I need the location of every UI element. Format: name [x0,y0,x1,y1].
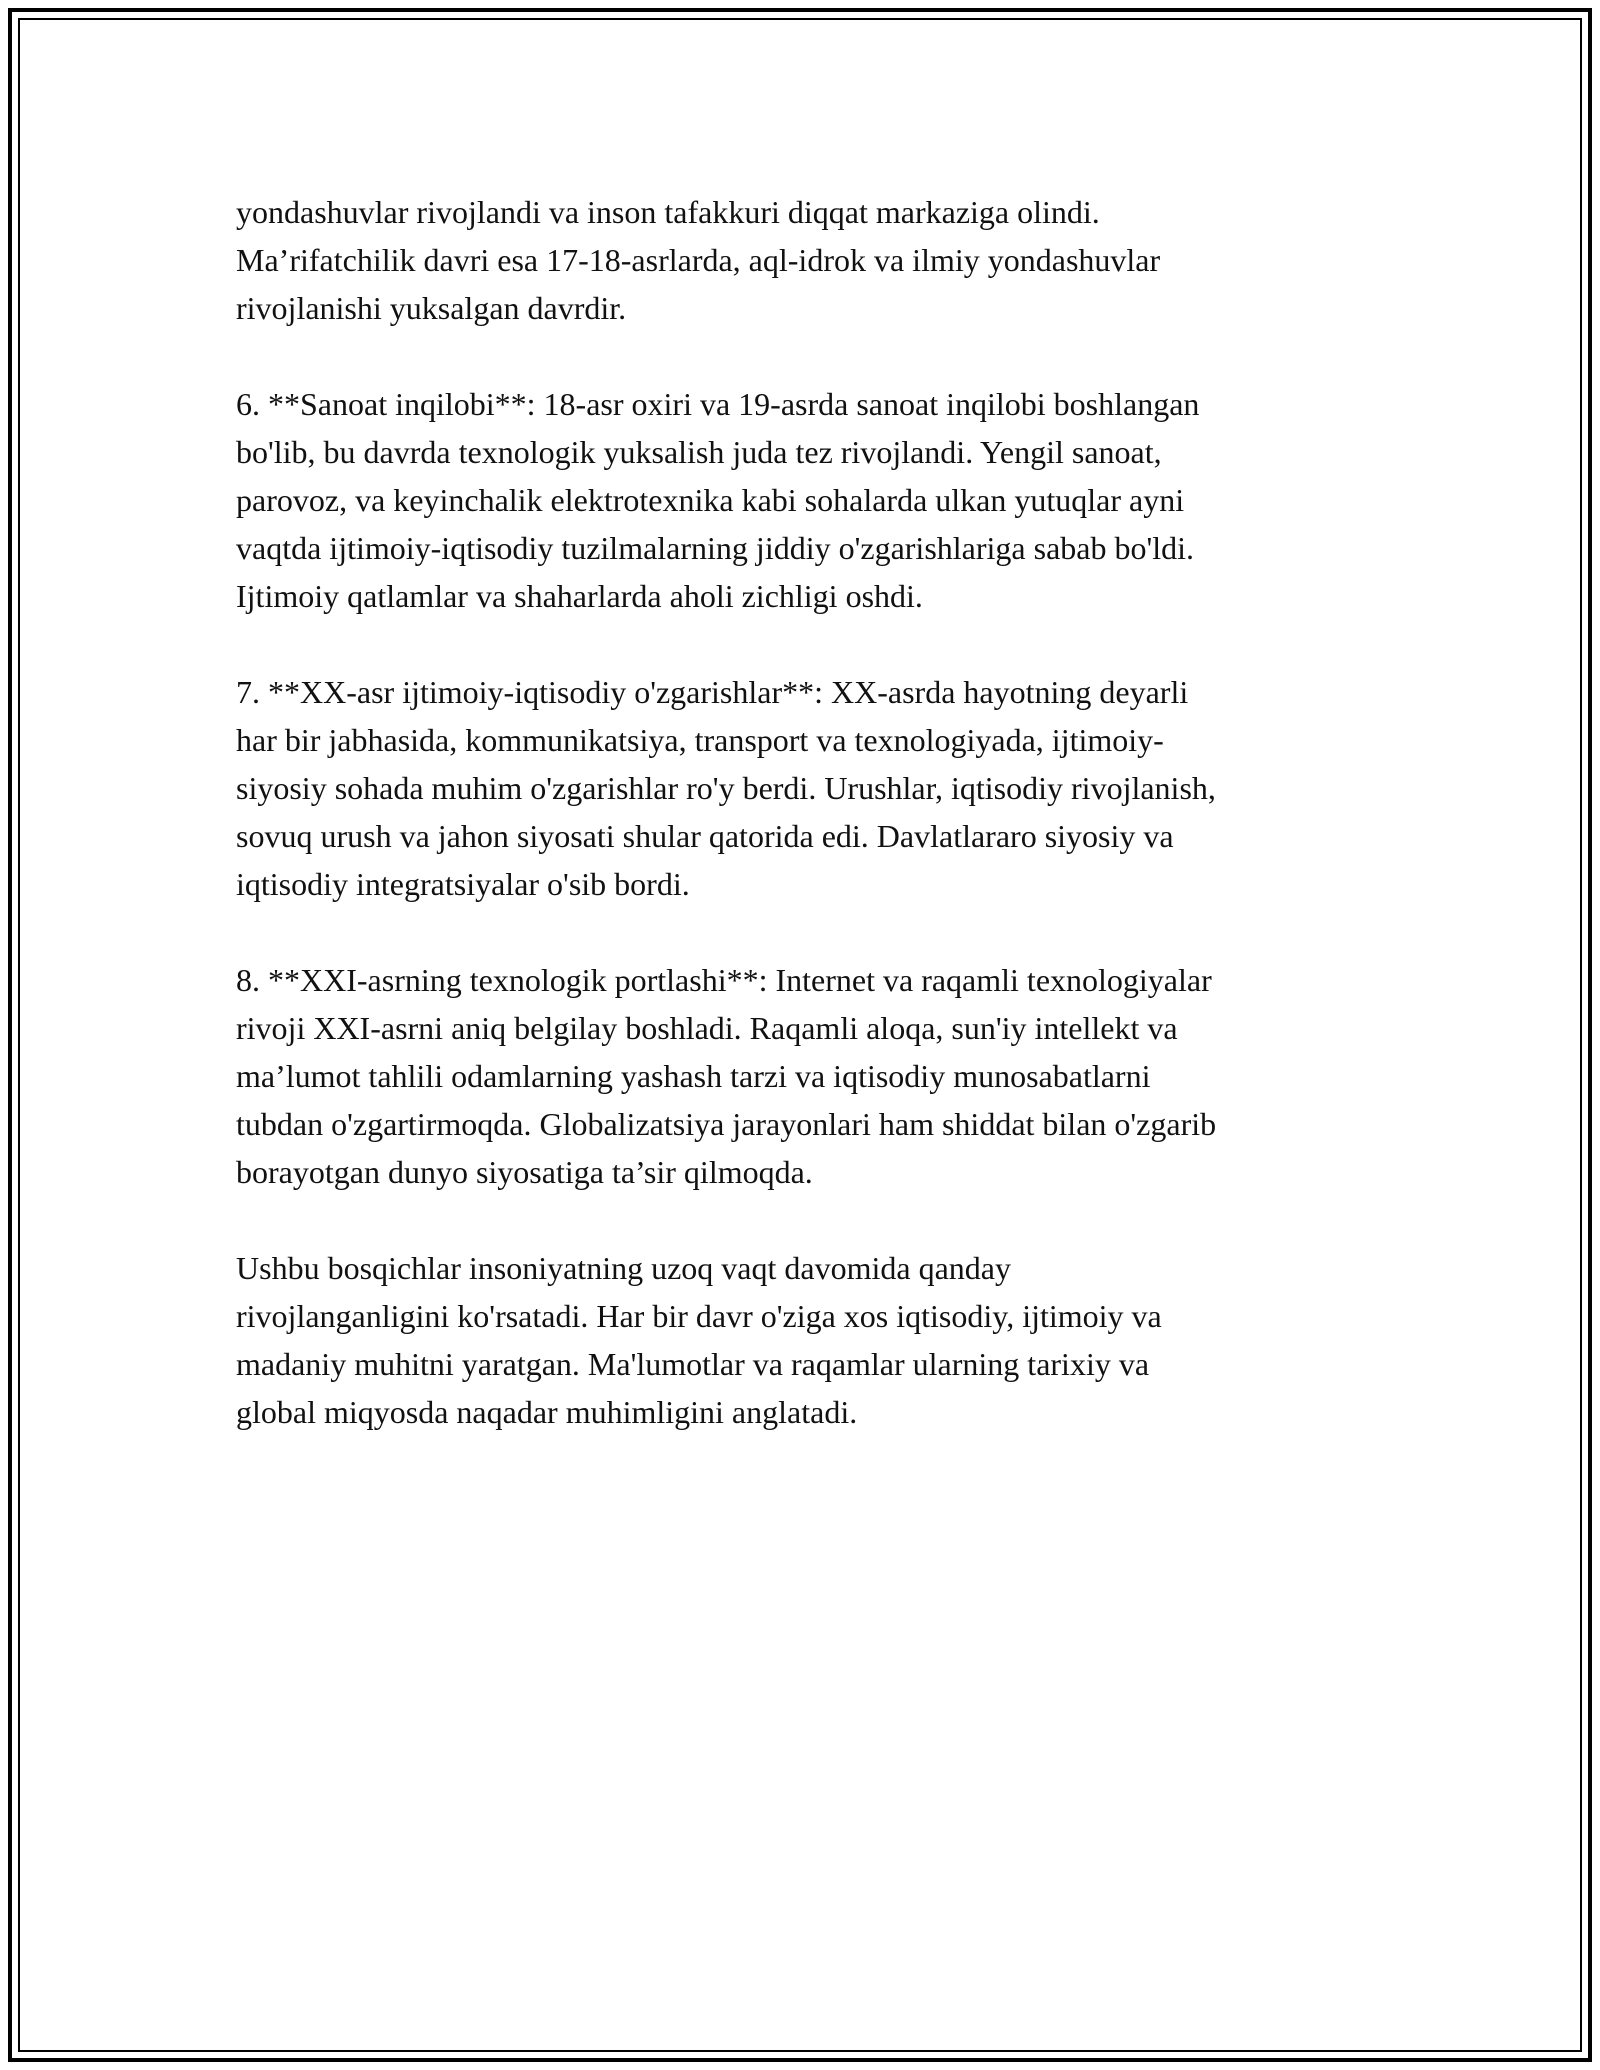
text-line: 8. **XXI-asrning texnologik portlashi**: Internet va raqamli texnologiyalar [236,962,1212,998]
text-line: Ijtimoiy qatlamlar va shaharlarda aholi zichligi oshdi. [236,578,923,614]
document-body [236,188,1376,1484]
text-line: Ma’rifatchilik davri esa 17-18-asrlarda, aql-idrok va ilmiy yondashuvlar [236,242,1161,278]
paragraph-item-6 [236,380,1376,620]
text-line: global miqyosda naqadar muhimligini anglatadi. [236,1394,858,1430]
text-line: yondashuvlar rivojlandi va inson tafakkuri diqqat markaziga olindi. [236,194,1100,230]
text-line: rivoji XXI-asrni aniq belgilay boshladi. Raqamli aloqa, sun'iy intellekt va [236,1010,1178,1046]
text-line: bo'lib, bu davrda texnologik yuksalish juda tez rivojlandi. Yengil sanoat, [236,434,1162,470]
text-line: 6. **Sanoat inqilobi**: 18-asr oxiri va 19-asrda sanoat inqilobi boshlangan [236,386,1200,422]
paragraph-item-8 [236,956,1376,1196]
text-line: ma’lumot tahlili odamlarning yashash tarzi va iqtisodiy munosabatlarni [236,1058,1151,1094]
text-line: parovoz, va keyinchalik elektrotexnika kabi sohalarda ulkan yutuqlar ayni [236,482,1185,518]
text-line: rivojlanishi yuksalgan davrdir. [236,290,627,326]
text-line: rivojlanganligini ko'rsatadi. Har bir davr o'ziga xos iqtisodiy, ijtimoiy va [236,1298,1162,1334]
text-line: vaqtda ijtimoiy-iqtisodiy tuzilmalarning jiddiy o'zgarishlariga sabab bo'ldi. [236,530,1195,566]
text-line: Ushbu bosqichlar insoniyatning uzoq vaqt davomida qanday [236,1250,1011,1286]
paragraph-item-7 [236,668,1376,908]
paragraph-intro-continuation [236,188,1376,332]
text-line: tubdan o'zgartirmoqda. Globalizatsiya jarayonlari ham shiddat bilan o'zgarib [236,1106,1217,1142]
paragraph-conclusion [236,1244,1376,1436]
text-line: madaniy muhitni yaratgan. Ma'lumotlar va raqamlar ularning tarixiy va [236,1346,1150,1382]
text-line: siyosiy sohada muhim o'zgarishlar ro'y berdi. Urushlar, iqtisodiy rivojlanish, [236,770,1216,806]
text-line: borayotgan dunyo siyosatiga ta’sir qilmoqda. [236,1154,813,1190]
text-line: 7. **XX-asr ijtimoiy-iqtisodiy o'zgarishlar**: XX-asrda hayotning deyarli [236,674,1189,710]
text-line: iqtisodiy integratsiyalar o'sib bordi. [236,866,690,902]
text-line: sovuq urush va jahon siyosati shular qatorida edi. Davlatlararo siyosiy va [236,818,1174,854]
text-line: har bir jabhasida, kommunikatsiya, transport va texnologiyada, ijtimoiy- [236,722,1164,758]
